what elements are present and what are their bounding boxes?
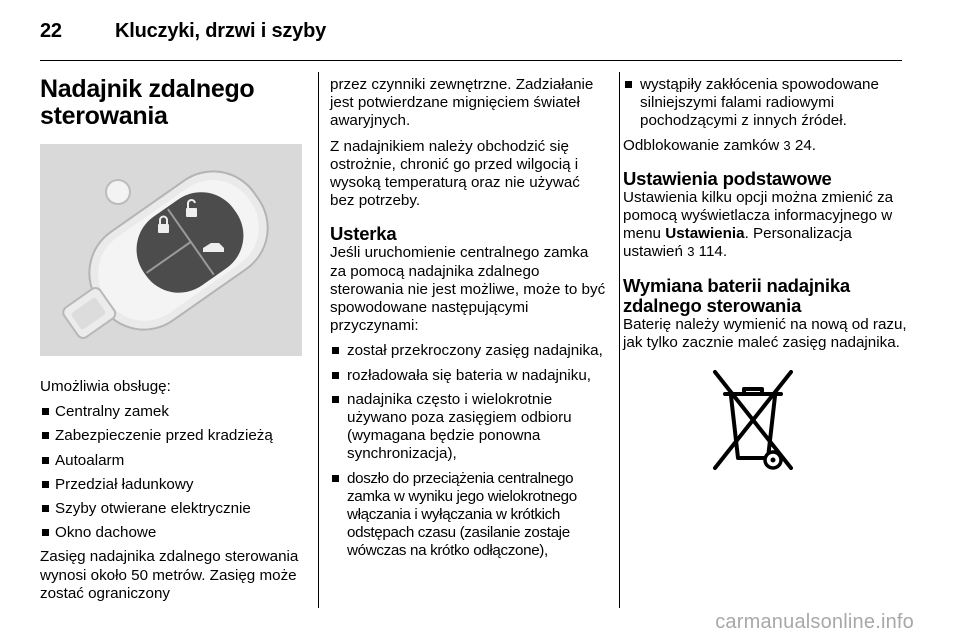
column-divider-2 <box>619 72 620 608</box>
paragraph: przez czynniki zewnętrzne. Zadziałanie jest potwierdzane mignięciem świateł awaryjnych. <box>330 76 594 130</box>
page-reference-link[interactable]: 24. <box>794 136 816 154</box>
menu-name: Ustawienia <box>665 225 745 243</box>
column-1 <box>40 76 305 610</box>
list-item: Autoalarm <box>40 452 305 470</box>
section-heading: Nadajnik zdalnego sterowania <box>40 75 255 130</box>
reference-arrow-icon: 3 <box>687 244 695 260</box>
page-reference-link[interactable]: 114. <box>698 243 728 261</box>
fault-paragraph: Jeśli uruchomienie centralnego zamka za pomocą nadajnika zdalnego sterowania nie jest możliwe, może to być spowodowane następującymi przyczynami: <box>330 244 606 335</box>
list-item: Centralny zamek <box>40 403 305 421</box>
header-rule <box>40 60 902 61</box>
battery-paragraph: Baterię należy wymienić na nową od razu, jak tylko zacznie maleć zasięg nadajnika. <box>623 315 907 351</box>
function-list <box>40 403 305 542</box>
fault-heading: Usterka <box>330 223 397 245</box>
basic-settings-heading: Ustawienia podstawowe <box>623 167 832 189</box>
list-item: Szyby otwierane elektrycznie <box>40 500 305 518</box>
crossed-bin-icon <box>711 368 795 480</box>
list-item: doszło do przeciążenia centralnego zamka w wyniku jego wielokrotnego włączania i wyłączania w krótkich odstępach czasu (zasilanie zostaje wówczas na krótko odłączone), <box>330 470 606 561</box>
column-divider-1 <box>318 72 319 608</box>
list-item: rozładowała się bateria w nadajniku, <box>330 367 606 385</box>
list-item: nadajnika często i wielokrotnie używano poza zasięgiem odbioru (wymagana będzie ponowna synchronizacja), <box>330 391 606 464</box>
cause-list <box>330 342 606 560</box>
list-item: Okno dachowe <box>40 524 305 542</box>
reference-arrow-icon: 3 <box>783 137 791 153</box>
remote-key-photo <box>40 144 302 356</box>
list-item: Przedział ładunkowy <box>40 476 305 494</box>
list-item: wystąpiły zakłócenia spowodowane silniejszymi falami radiowymi pochodzącymi z innych źródeł. <box>623 76 913 131</box>
list-item: został przekroczony zasięg nadajnika, <box>330 342 606 360</box>
column-2 <box>330 76 606 567</box>
list-item: Zabezpieczenie przed kradzieżą <box>40 427 305 445</box>
range-paragraph: Zasięg nadajnika zdalnego sterowania wynosi około 50 metrów. Zasięg może zostać ograniczony <box>40 548 299 602</box>
basic-settings-paragraph: Ustawienia kilku opcji można zmienić za pomocą wyświetlacza informacyjnego w menu Ustawienia. Personalizacja ustawień 3 114. <box>623 188 894 261</box>
unlock-reference: Odblokowanie zamków 3 24. <box>623 136 816 154</box>
paragraph: Z nadajnikiem należy obchodzić się ostrożnie, chronić go przed wilgocią i wysoką temperaturą oraz nie używać bez potrzeby. <box>330 137 580 210</box>
intro-text: Umożliwia obsługę: <box>40 378 171 395</box>
page-number: 22 <box>40 20 62 42</box>
battery-heading: Wymiana baterii nadajnika zdalnego sterowania <box>623 274 851 316</box>
page-header <box>40 20 326 43</box>
section-title: Kluczyki, drzwi i szyby <box>115 20 327 42</box>
watermark: carmanualsonline.info <box>715 611 914 633</box>
cause-list-continued <box>623 76 913 131</box>
column-3 <box>623 76 913 480</box>
